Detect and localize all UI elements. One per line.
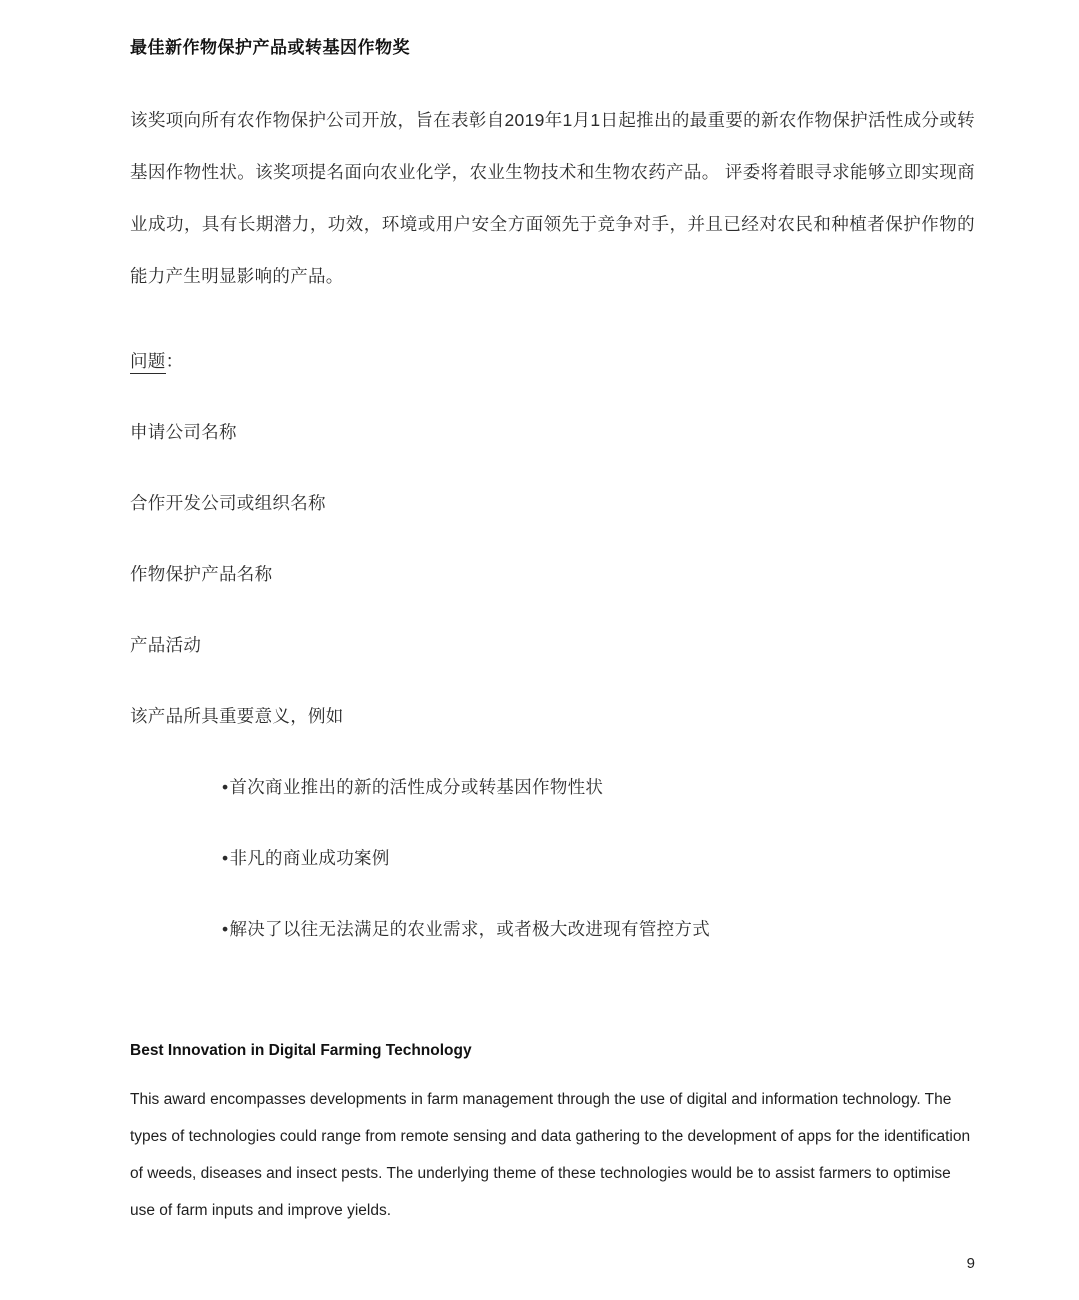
list-item bbox=[130, 775, 975, 799]
bullet-icon: • bbox=[222, 777, 229, 797]
question-item-applicant-company: 申请公司名称 bbox=[130, 422, 237, 442]
bullet-text-new-active-ingredient: 首次商业推出的新的活性成分或转基因作物性状 bbox=[229, 777, 604, 797]
questions-heading bbox=[130, 349, 975, 373]
list-item bbox=[130, 846, 975, 870]
bullet-icon: • bbox=[222, 848, 229, 868]
question-item-partner-organization: 合作开发公司或组织名称 bbox=[130, 493, 326, 513]
bullet-text-commercial-success: 非凡的商业成功案例 bbox=[229, 848, 390, 868]
question-item-product-activity: 产品活动 bbox=[130, 635, 202, 655]
questions-colon: ： bbox=[165, 351, 184, 371]
en-award-description: This award encompasses developments in farm management through the use of digital and information technology. The types of technologies could range from remote sensing and data gathering to the development of apps for the identification of weeds, diseases and insect pests. The underlying theme of these technologies would be to assist farmers to optimise use of farm inputs and improve yields. bbox=[130, 1091, 971, 1219]
question-item-product-name: 作物保护产品名称 bbox=[130, 564, 273, 584]
page-number: 9 bbox=[966, 1255, 975, 1272]
question-item-product-significance: 该产品所具重要意义，例如 bbox=[130, 706, 344, 726]
cn-award-heading: 最佳新作物保护产品或转基因作物奖 bbox=[130, 38, 410, 57]
questions-label: 问题 bbox=[130, 351, 166, 374]
bullet-icon: • bbox=[222, 919, 229, 939]
list-item bbox=[130, 917, 975, 941]
cn-award-description: 该奖项向所有农作物保护公司开放，旨在表彰自2019年1月1日起推出的最重要的新农作物保护活性成分或转基因作物性状。该奖项提名面向农业化学，农业生物技术和生物农药产品。 评委将着眼寻求能够立即实现商业成功，具有长期潜力，功效，环境或用户安全方面领先于竞争对手，并且已经对农民和种植者保护作物的能力产生明显影响的产品。 bbox=[130, 110, 975, 286]
en-award-heading: Best Innovation in Digital Farming Technology bbox=[130, 1042, 472, 1059]
bullet-text-unmet-need: 解决了以往无法满足的农业需求，或者极大改进现有管控方式 bbox=[229, 919, 711, 939]
